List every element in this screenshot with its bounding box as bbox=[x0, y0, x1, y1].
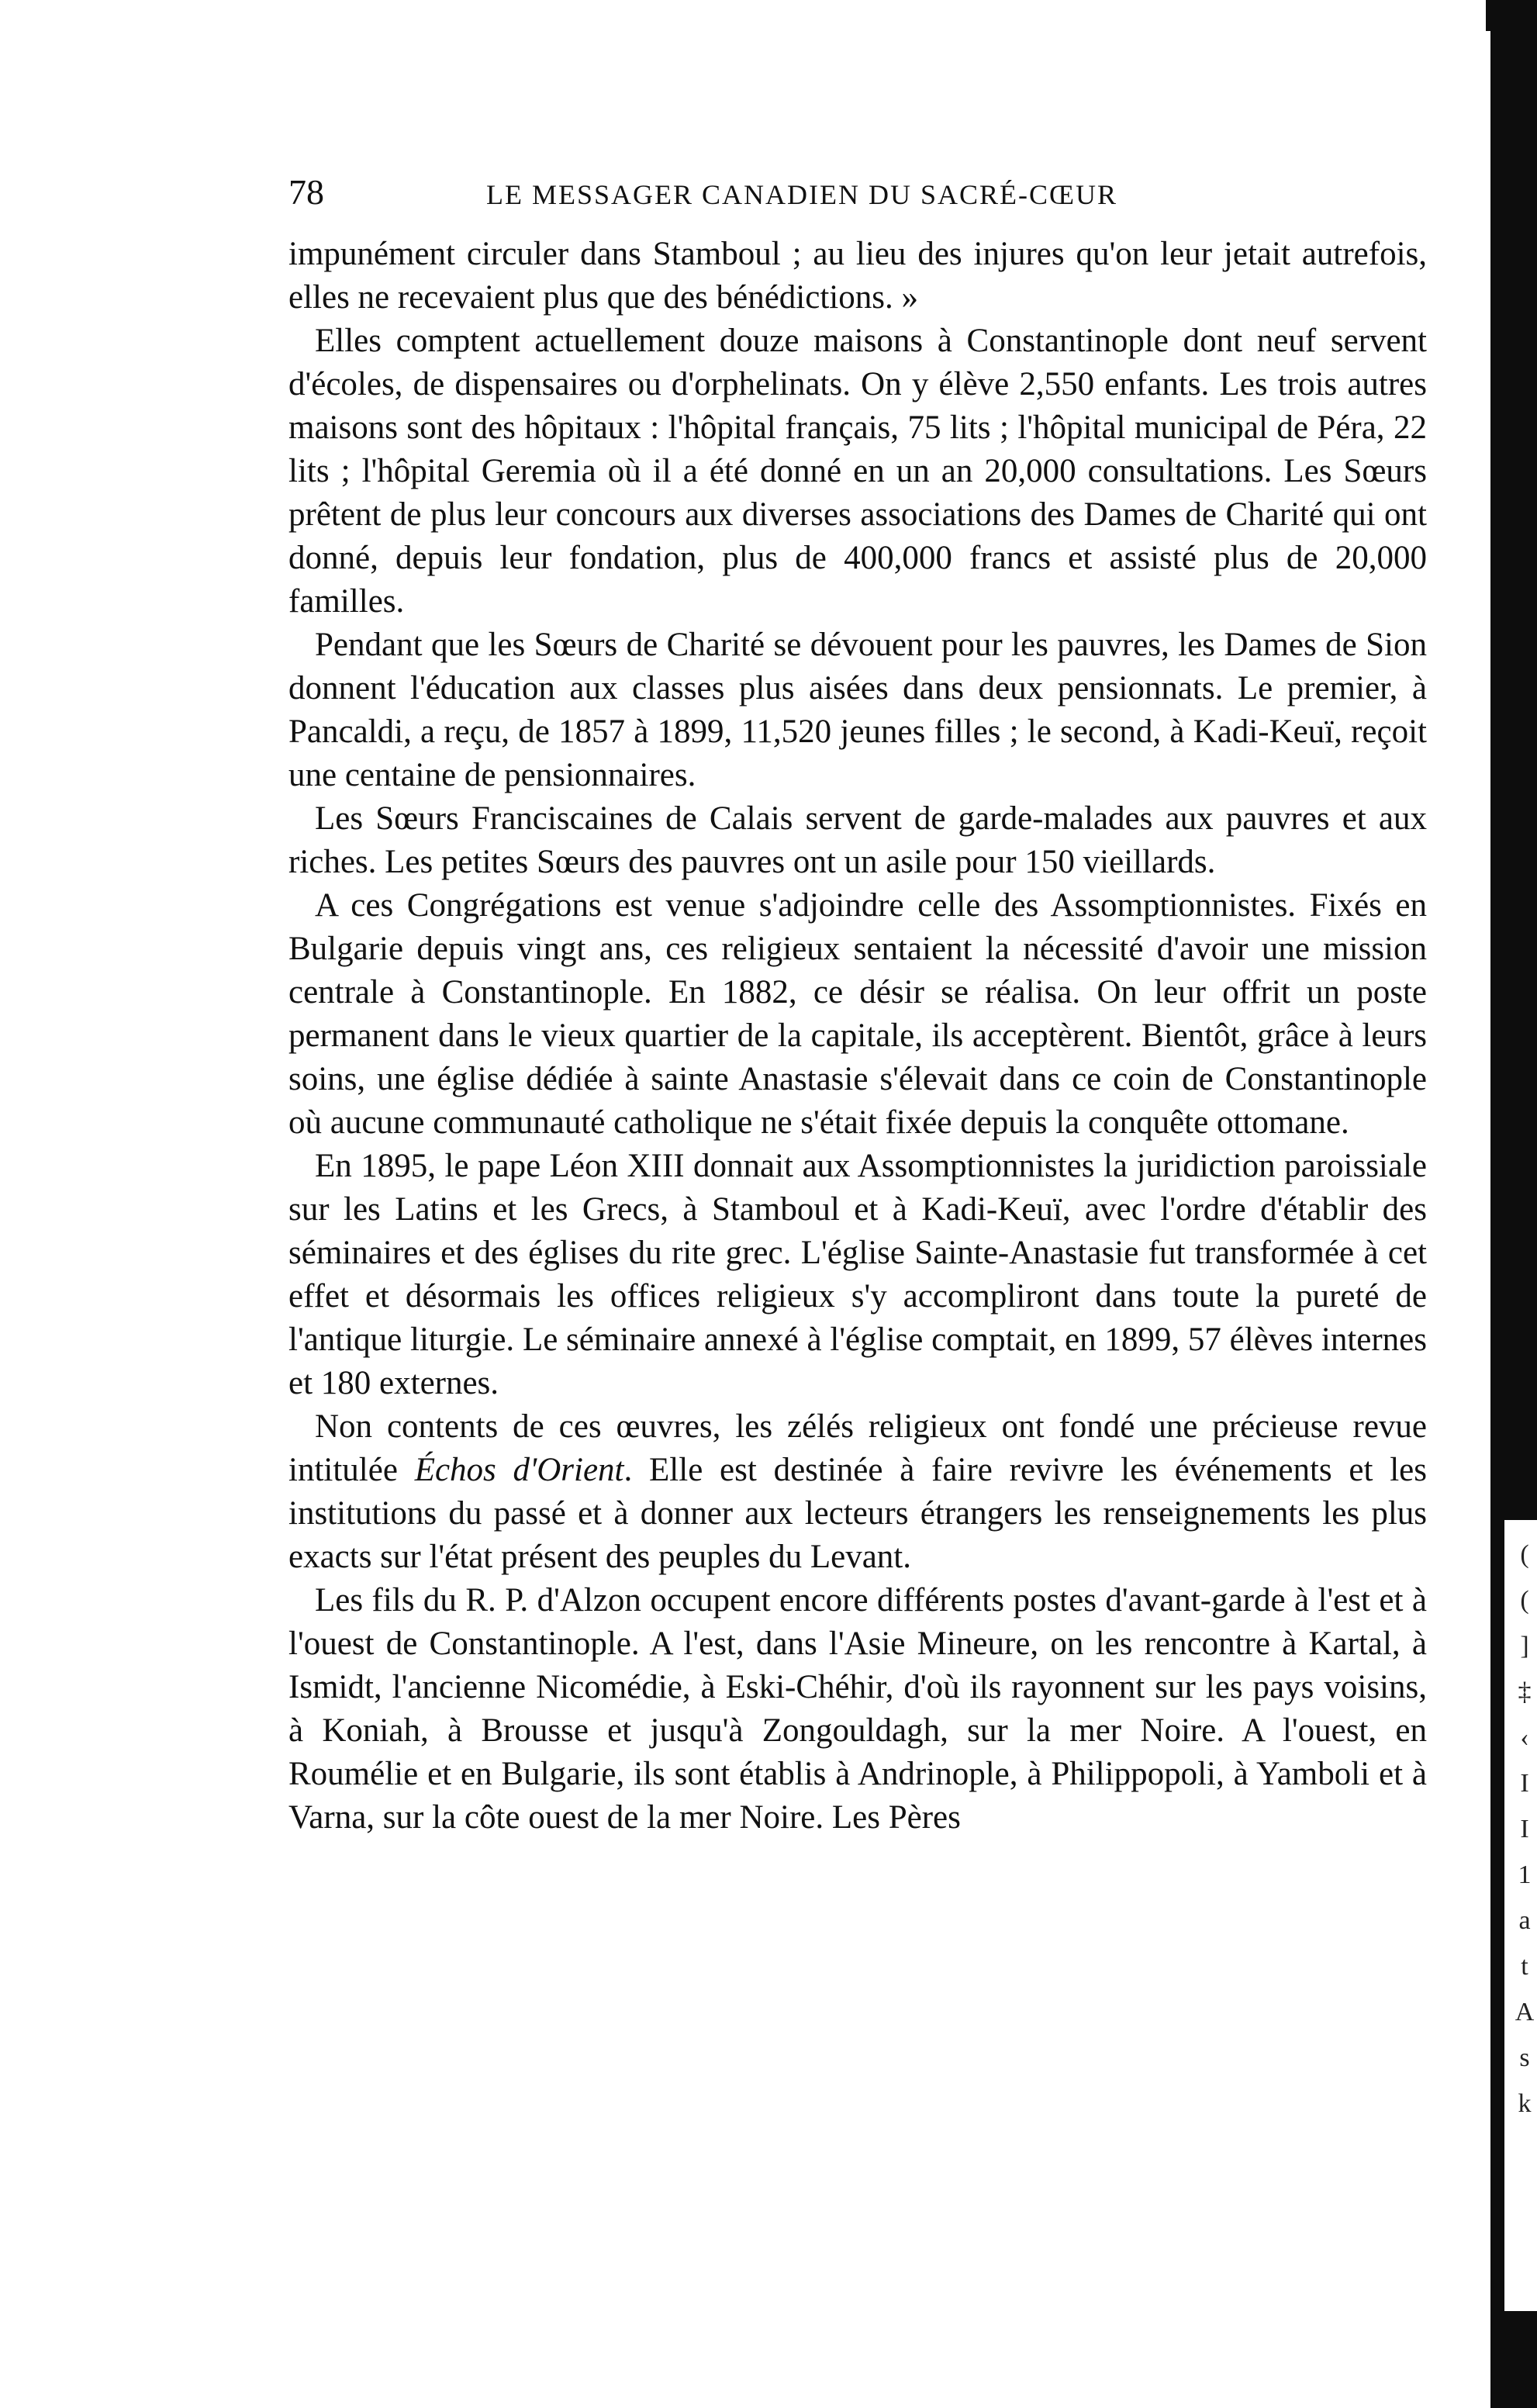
paragraph-6: En 1895, le pape Léon XIII donnait aux Assomptionnistes la juridiction paroissiale sur les Latins et les Grecs, à Stamboul et à Kadi-Keuï, avec l'ordre d'établir des séminaires et des églises du rite grec. L'église Sainte-Anastasie fut transformée à cet effet et désormais les offices religieux s'y accompliront dans toute la pureté de l'antique liturgie. Le séminaire annexé à l'église comptait, en 1899, 57 élèves internes et 180 externes. bbox=[288, 1148, 1427, 1401]
paragraph-2: Elles comptent actuellement douze maisons à Constantinople dont neuf servent d'écoles, de dispensaires ou d'orphelinats. On y élève 2,550 enfants. Les trois autres maisons sont des hôpitaux : l'hôpital français, 75 lits ; l'hôpital municipal de Péra, 22 lits ; l'hôpital Geremia où il a été donné en un an 20,000 consultations. Les Sœurs prêtent de plus leur concours aux diverses associations des Dames de Charité qui ont donné, depuis leur fondation, plus de 400,000 francs et assisté plus de 20,000 familles. bbox=[288, 323, 1427, 620]
body-text bbox=[288, 233, 1427, 1840]
margin-fragment: I bbox=[1520, 1815, 1529, 1843]
paragraph-7-after: . Elle est destinée à faire revivre les événements et les institutions du passé et à donner aux lecteurs étrangers les renseignements les plus exacts sur l'état présent des peuples du Levant. bbox=[288, 1452, 1428, 1575]
page-number: 78 bbox=[288, 172, 324, 212]
margin-fragment: a bbox=[1518, 1906, 1531, 1935]
paragraph-7-before: Non contents de ces œuvres, les zélés religieux ont fondé une précieuse revue intitulée bbox=[288, 1408, 1427, 1488]
paragraph-4: Les Sœurs Franciscaines de Calais servent de garde-malades aux pauvres et aux riches. Les petites Sœurs des pauvres ont un asile pour 150 vieillards. bbox=[288, 800, 1427, 880]
margin-fragment: ‡ bbox=[1518, 1677, 1532, 1706]
scan-edge-notch bbox=[1486, 0, 1497, 31]
margin-fragment: ( bbox=[1520, 1540, 1529, 1569]
page-header bbox=[288, 169, 1427, 233]
margin-fragment: ‹ bbox=[1520, 1723, 1529, 1752]
margin-fragment: A bbox=[1515, 1998, 1535, 2026]
margin-fragment: s bbox=[1519, 2044, 1530, 2072]
paragraph-1: impunément circuler dans Stamboul ; au lieu des injures qu'on leur jetait autrefois, elles ne recevaient plus que des bénédictions. » bbox=[288, 236, 1427, 316]
facing-page-fragments bbox=[1512, 1532, 1537, 2126]
paragraph-7 bbox=[288, 1405, 1427, 1579]
margin-fragment: t bbox=[1521, 1952, 1528, 1981]
margin-fragment: k bbox=[1518, 2089, 1532, 2118]
running-title: LE MESSAGER CANADIEN DU SACRÉ-CŒUR bbox=[486, 179, 1118, 210]
margin-fragment: 1 bbox=[1518, 1860, 1532, 1889]
paragraph-5: A ces Congrégations est venue s'adjoindre celle des Assomptionnistes. Fixés en Bulgarie depuis vingt ans, ces religieux sentaient la nécessité d'avoir une mission centrale à Constantinople. En 1882, ce désir se réalisa. On leur offrit un poste permanent dans le vieux quartier de la capitale, ils acceptèrent. Bientôt, grâce à leurs soins, une église dédiée à sainte Anastasie s'élevait dans ce coin de Constantinople où aucune communauté catholique ne s'était fixée depuis la conquête ottomane. bbox=[288, 887, 1427, 1141]
text-block bbox=[288, 169, 1427, 1840]
margin-fragment: I bbox=[1520, 1769, 1529, 1798]
paragraph-3: Pendant que les Sœurs de Charité se dévouent pour les pauvres, les Dames de Sion donnent l'éducation aux classes plus aisées dans deux pensionnats. Le premier, à Pancaldi, a reçu, de 1857 à 1899, 11,520 jeunes filles ; le second, à Kadi-Keuï, reçoit une centaine de pensionnaires. bbox=[288, 627, 1427, 793]
paragraph-8: Les fils du R. P. d'Alzon occupent encore différents postes d'avant-garde à l'est et à l'ouest de Constantinople. A l'est, dans l'Asie Mineure, on les rencontre à Kartal, à Ismidt, l'ancienne Nicomédie, à Eski-Chéhir, d'où ils rayonnent sur les pays voisins, à Koniah, à Brousse et jusqu'à Zongouldagh, sur la mer Noire. A l'ouest, en Roumélie et en Bulgarie, ils sont établis à Andrinople, à Philippopoli, à Yamboli et à Varna, sur la côte ouest de la mer Noire. Les Pères bbox=[288, 1582, 1427, 1836]
margin-fragment: ( bbox=[1520, 1586, 1529, 1615]
margin-fragment: ] bbox=[1520, 1632, 1529, 1660]
journal-title: Échos d'Orient bbox=[414, 1452, 624, 1488]
